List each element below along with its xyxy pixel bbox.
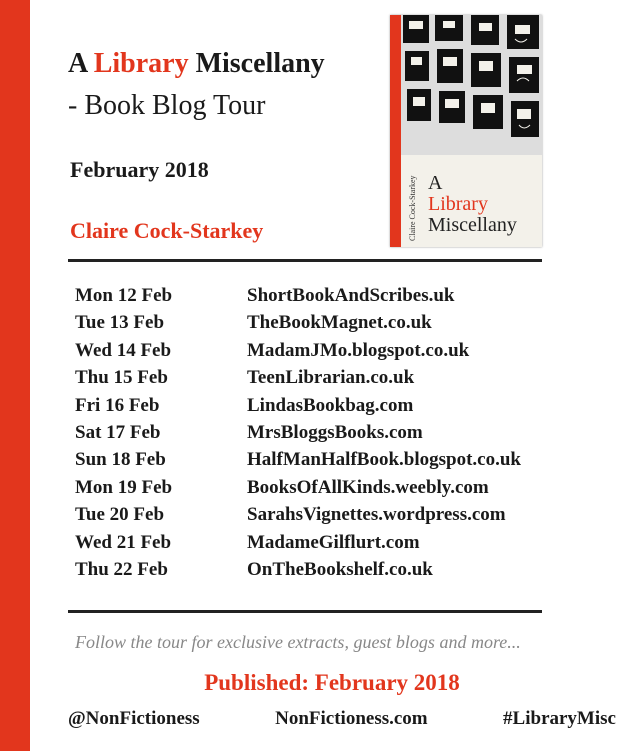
published-date: Published: February 2018 xyxy=(204,670,460,695)
title-suffix: Miscellany xyxy=(188,48,325,79)
schedule-day: Fri 16 Feb xyxy=(75,394,160,416)
schedule-row xyxy=(75,364,595,391)
cover-title-line2: Library xyxy=(428,193,488,215)
tour-date: February 2018 xyxy=(70,157,209,182)
schedule-site: BooksOfAllKinds.weebly.com xyxy=(247,476,489,498)
page-subtitle: - Book Blog Tour xyxy=(68,90,266,121)
cover-photo xyxy=(401,15,542,155)
page-title xyxy=(68,48,325,80)
schedule-day: Sun 18 Feb xyxy=(75,449,166,471)
schedule-row xyxy=(75,501,595,528)
schedule-day: Thu 15 Feb xyxy=(75,367,168,389)
schedule-site: LindasBookbag.com xyxy=(247,394,414,416)
schedule-row xyxy=(75,392,595,419)
divider-bottom xyxy=(68,610,542,613)
cover-spine xyxy=(390,15,401,247)
cover-title-line1: A xyxy=(428,172,443,194)
schedule-day: Mon 12 Feb xyxy=(75,285,173,306)
schedule-row xyxy=(75,446,595,473)
author-name: Claire Cock-Starkey xyxy=(70,218,264,243)
schedule-row xyxy=(75,419,595,446)
hashtag: #LibraryMisc xyxy=(503,708,616,729)
title-accent-word: Library xyxy=(93,48,189,79)
cover-author: Claire Cock-Starkey xyxy=(408,175,417,241)
website-url: NonFictioness.com xyxy=(275,708,428,729)
schedule-site: HalfManHalfBook.blogspot.co.uk xyxy=(247,449,521,471)
schedule-day: Tue 13 Feb xyxy=(75,312,165,334)
schedule-row xyxy=(75,474,595,501)
divider-top xyxy=(68,259,542,262)
schedule-site: MadameGilflurt.com xyxy=(247,531,420,553)
cover-title xyxy=(428,173,517,236)
schedule-site: OnTheBookshelf.co.uk xyxy=(247,558,433,580)
schedule-site: MadamJMo.blogspot.co.uk xyxy=(247,339,470,361)
schedule-row xyxy=(75,309,595,336)
schedule-day: Thu 22 Feb xyxy=(75,558,168,580)
title-prefix: A xyxy=(68,48,94,79)
schedule-site: TeenLibrarian.co.uk xyxy=(247,367,415,389)
schedule-day: Tue 20 Feb xyxy=(75,504,165,526)
schedule-row xyxy=(75,282,595,309)
schedule-site: MrsBloggsBooks.com xyxy=(247,421,423,443)
schedule-row xyxy=(75,556,595,583)
schedule-site: TheBookMagnet.co.uk xyxy=(247,312,432,334)
twitter-handle: @NonFictioness xyxy=(68,708,200,729)
left-accent-bar xyxy=(0,0,30,751)
schedule-day: Sat 17 Feb xyxy=(75,421,161,443)
book-cover xyxy=(390,15,542,247)
tour-schedule xyxy=(75,282,595,583)
footer-links xyxy=(68,708,616,730)
schedule-site: SarahsVignettes.wordpress.com xyxy=(247,504,506,526)
schedule-day: Wed 14 Feb xyxy=(75,339,172,361)
cover-title-line3: Miscellany xyxy=(428,214,517,236)
schedule-row xyxy=(75,529,595,556)
follow-tagline: Follow the tour for exclusive extracts, guest blogs and more... xyxy=(75,632,521,652)
schedule-day: Mon 19 Feb xyxy=(75,476,173,498)
schedule-day: Wed 21 Feb xyxy=(75,531,172,553)
schedule-site: ShortBookAndScribes.uk xyxy=(247,285,455,306)
schedule-row xyxy=(75,337,595,364)
